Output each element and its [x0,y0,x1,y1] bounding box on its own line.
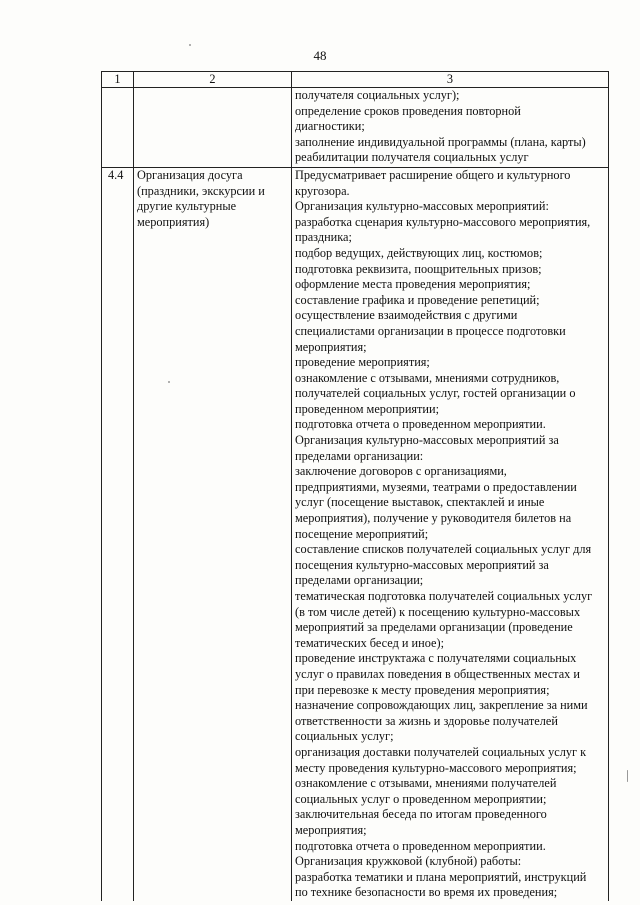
text-line: оформление места проведения мероприятия; [295,277,531,292]
text-line: заполнение индивидуальной программы (плана, карты) [295,134,586,149]
service-name-cell [134,88,292,168]
text-line: диагностики; [295,119,365,134]
text-line: Предусматривает расширение общего и культурного [295,167,571,182]
text-line: Организация кружковой (клубной) работы: [295,854,522,869]
text-line: посещение мероприятий; [295,526,429,541]
text-line: заключительная беседа по итогам проведенного [295,807,547,822]
text-line: (в том числе детей) к посещению культурно-массовых [295,604,581,619]
header-col-2: 2 [134,72,292,88]
text-line: разработка сценария культурно-массового мероприятия, [295,214,591,229]
service-name-cell [134,167,292,900]
text-line: проведение инструктажа с получателями социальных [295,651,577,666]
text-line: пределами организации; [295,573,424,588]
text-line: ознакомление с отзывами, мнениями сотрудников, [295,370,560,385]
text-line: подготовка реквизита, поощрительных призов; [295,261,542,276]
text-line: услуг (посещение выставок, спектаклей и иные [295,495,545,510]
text-line: проведение мероприятия; [295,355,430,370]
service-description-cell [292,167,609,900]
text-line: назначение сопровождающих лиц, закрепление за ними [295,698,588,713]
text-line: заключение договоров с организациями, [295,464,507,479]
text-line: ознакомление с отзывами, мнениями получателей [295,776,557,791]
text-line: социальных услуг; [295,729,394,744]
text-line: предприятиями, музеями, театрами о предоставлении [295,479,577,494]
text-line: Организация культурно-массовых мероприятий за [295,433,559,448]
text-line: праздника; [295,230,352,245]
text-line: подготовка отчета о проведенном мероприятии. [295,417,546,432]
scan-speck [189,44,191,46]
text-line: мероприятия), получение у руководителя билетов на [295,511,572,526]
row-number-cell: 4.4 [102,167,134,900]
text-line: Организация досуга [137,167,243,182]
text-line: реабилитации получателя социальных услуг [295,150,529,165]
text-line: услуг о правилах поведения в общественных местах и [295,666,580,681]
header-col-1: 1 [102,72,134,88]
text-line: другие культурные [137,199,237,214]
text-line: тематическая подготовка получателей социальных услуг [295,589,593,603]
text-line: мероприятия; [295,339,367,354]
text-line: при перевозке к месту проведения мероприятия; [295,682,550,697]
scan-speck [168,381,170,383]
table-row [102,167,609,900]
text-line: проведенном мероприятии; [295,401,440,416]
text-line: социальных услуг о проведенном мероприятии; [295,791,547,806]
text-line: подготовка отчета о проведенном мероприятии. [295,838,546,853]
text-line: специалистами организации в процессе подготовки [295,323,566,338]
table-row [102,88,609,168]
page-number: 48 [313,48,327,63]
service-description-cell [292,88,609,168]
text-line: мероприятий за пределами организации (проведение [295,620,573,635]
text-line: кругозора. [295,183,350,198]
row-number-cell [102,88,134,168]
text-line: составление графика и проведение репетиций; [295,292,540,307]
text-line: подбор ведущих, действующих лиц, костюмов; [295,245,543,260]
text-line: пределами организации: [295,448,424,463]
text-line: получателя социальных услуг); [295,88,460,102]
text-line: Организация культурно-массовых мероприятий: [295,199,549,214]
services-table [101,71,609,901]
header-col-3: 3 [292,72,609,88]
text-line: (праздники, экскурсии и [137,183,265,198]
text-line: определение сроков проведения повторной [295,103,521,118]
text-line: тематических бесед и иное); [295,635,444,650]
text-line: осуществление взаимодействия с другими [295,308,518,323]
text-line: мероприятия; [295,822,367,837]
text-line: месту проведения культурно-массового мероприятия; [295,760,577,775]
text-line: организация доставки получателей социальных услуг к [295,744,587,759]
text-line: получателей социальных услуг, гостей организации о [295,386,576,401]
text-line: составление списков получателей социальных услуг для [295,542,592,557]
text-line: по технике безопасности во время их проведения; [295,885,558,900]
text-line: ответственности за жизнь и здоровье получателей [295,713,558,728]
table-header-row [102,72,609,88]
text-line: посещения культурно-массовых мероприятий за [295,557,549,572]
scan-speck [627,770,628,782]
text-line: мероприятия) [137,214,210,229]
text-line: разработка тематики и плана мероприятий, инструкций [295,869,587,884]
